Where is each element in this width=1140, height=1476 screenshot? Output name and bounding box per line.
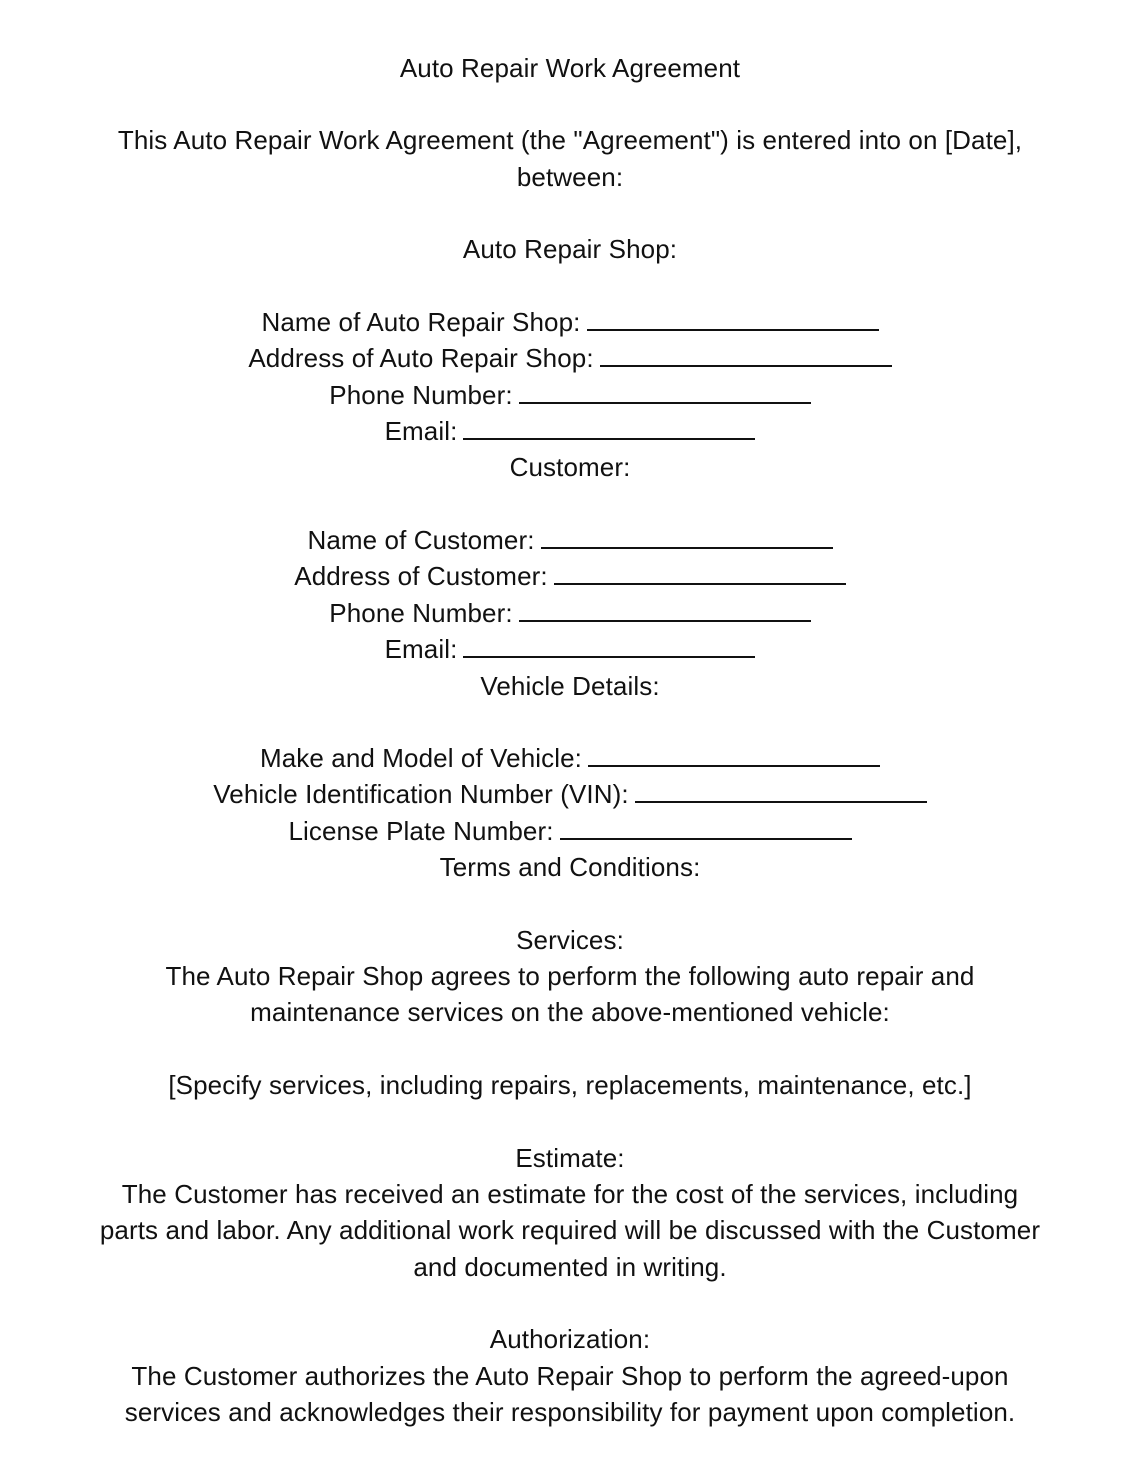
customer-email-blank — [463, 634, 755, 658]
shop-email-field — [20, 413, 1120, 449]
authorization-line-2: services and acknowledges their responsibility for payment upon completion. — [124, 1397, 1016, 1427]
customer-phone-blank — [519, 598, 811, 622]
intro-line-1: This Auto Repair Work Agreement (the "Agreement") is entered into on [Date], — [117, 125, 1023, 155]
customer-email-field — [20, 631, 1120, 667]
shop-heading: Auto Repair Shop: — [462, 234, 678, 264]
customer-heading: Customer: — [509, 452, 631, 482]
customer-email-label: Email: — [384, 634, 458, 664]
estimate-line-3: and documented in writing. — [413, 1252, 727, 1282]
vehicle-make-model-label: Make and Model of Vehicle: — [259, 743, 582, 773]
shop-address-blank — [600, 343, 892, 367]
shop-name-field — [20, 304, 1120, 340]
customer-address-label: Address of Customer: — [294, 561, 548, 591]
terms-heading: Terms and Conditions: — [439, 852, 701, 882]
customer-phone-label: Phone Number: — [329, 598, 513, 628]
shop-address-field — [20, 340, 1120, 376]
estimate-heading: Estimate: — [515, 1143, 625, 1173]
services-line-1: The Auto Repair Shop agrees to perform the following auto repair and — [165, 961, 975, 991]
services-line-2: maintenance services on the above-mentioned vehicle: — [250, 997, 890, 1027]
customer-address-field — [20, 558, 1120, 594]
services-heading: Services: — [516, 925, 624, 955]
shop-phone-field — [20, 377, 1120, 413]
vehicle-make-model-field — [20, 740, 1120, 776]
vehicle-vin-label: Vehicle Identification Number (VIN): — [213, 779, 629, 809]
shop-phone-blank — [519, 380, 811, 404]
vehicle-plate-blank — [560, 816, 852, 840]
customer-name-blank — [541, 525, 833, 549]
customer-phone-field — [20, 595, 1120, 631]
customer-address-blank — [554, 561, 846, 585]
vehicle-plate-label: License Plate Number: — [288, 816, 554, 846]
vehicle-vin-field — [20, 776, 1120, 812]
services-placeholder: [Specify services, including repairs, replacements, maintenance, etc.] — [168, 1070, 972, 1100]
vehicle-plate-field — [20, 813, 1120, 849]
customer-name-field — [20, 522, 1120, 558]
shop-email-label: Email: — [384, 416, 458, 446]
shop-name-label: Name of Auto Repair Shop: — [261, 307, 581, 337]
document-title: Auto Repair Work Agreement — [399, 53, 741, 83]
shop-name-blank — [587, 307, 879, 331]
intro-line-2: between: — [516, 162, 624, 192]
shop-email-blank — [463, 416, 755, 440]
customer-name-label: Name of Customer: — [307, 525, 535, 555]
estimate-line-1: The Customer has received an estimate for the cost of the services, including — [121, 1179, 1019, 1209]
vehicle-make-model-blank — [588, 743, 880, 767]
estimate-line-2: parts and labor. Any additional work required will be discussed with the Customer — [99, 1215, 1041, 1245]
authorization-heading: Authorization: — [489, 1324, 651, 1354]
shop-phone-label: Phone Number: — [329, 380, 513, 410]
vehicle-heading: Vehicle Details: — [480, 671, 660, 701]
authorization-line-1: The Customer authorizes the Auto Repair Shop to perform the agreed-upon — [131, 1361, 1009, 1391]
shop-address-label: Address of Auto Repair Shop: — [248, 343, 594, 373]
vehicle-vin-blank — [635, 779, 927, 803]
